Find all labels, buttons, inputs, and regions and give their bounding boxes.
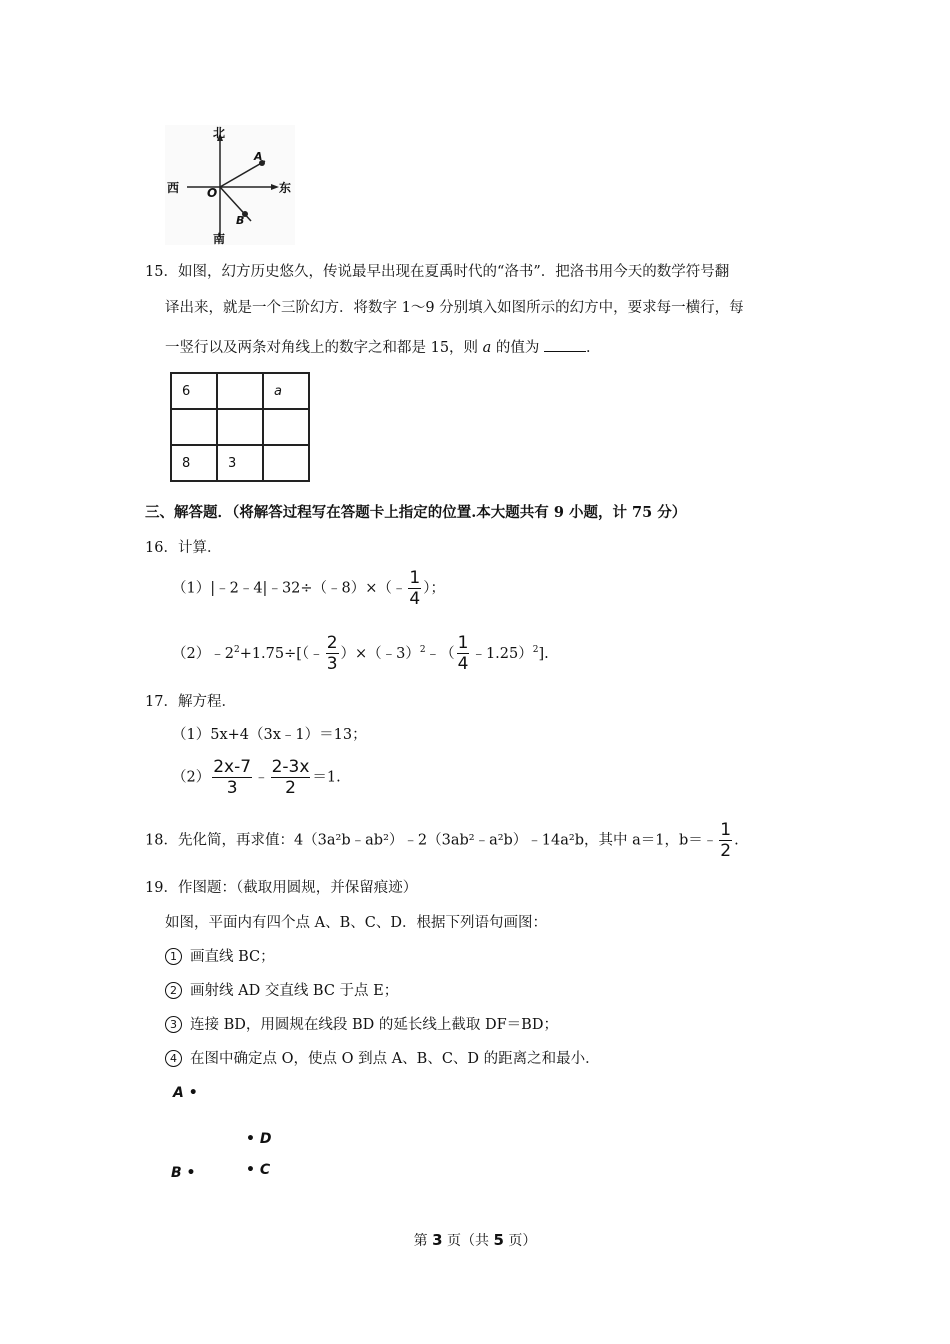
q19-step-1 xyxy=(165,947,275,967)
fraction-numerator: 1 xyxy=(409,568,421,588)
fraction xyxy=(212,757,252,798)
fraction-numerator: 2 xyxy=(326,633,338,654)
fraction-denominator: 3 xyxy=(326,654,338,675)
q16-p2-f: ]. xyxy=(538,645,549,662)
q15-line-2: 译出来，就是一个三阶幻方．将数字 1～9 分别填入如图所示的幻方中，要求每一横行，每 xyxy=(165,300,744,316)
point-b-label: B • xyxy=(171,1165,196,1181)
magic-cell: 8 xyxy=(171,445,217,481)
footer-mid: 页（共 xyxy=(442,1233,494,1249)
q16-part-1 xyxy=(172,568,445,609)
fraction-numerator: 1 xyxy=(457,633,469,654)
q16-p2-e: ﹣1.25） xyxy=(471,645,533,662)
page-number: 3 xyxy=(432,1231,443,1249)
q16-p2-c: ）×（﹣3） xyxy=(340,645,420,662)
fraction xyxy=(408,568,421,609)
magic-cell xyxy=(263,409,309,445)
compass-figure xyxy=(165,125,295,245)
compass-east-label: 东 xyxy=(279,181,292,195)
fraction xyxy=(271,757,311,798)
point-c-label: • C xyxy=(246,1162,271,1178)
q16-p2-b: +1.75÷[（﹣ xyxy=(239,645,324,662)
fraction-denominator: 4 xyxy=(457,654,469,675)
q16-p1-text: （1）|﹣2﹣4|﹣32÷（﹣8）×（﹣ xyxy=(172,580,407,597)
q15-line-3-end: ． xyxy=(586,340,601,356)
step-number-circle: 1 xyxy=(165,948,182,965)
magic-cell xyxy=(217,373,263,409)
q19-step-3-text: 连接 BD，用圆规在线段 BD 的延长线上截取 DF＝BD； xyxy=(190,1017,558,1033)
fraction-denominator: 3 xyxy=(226,778,238,798)
q15-line-3-text: 一竖行以及两条对角线上的数字之和都是 15，则 xyxy=(165,340,483,356)
q17-p2-end: ＝1. xyxy=(312,769,341,786)
compass-north-label: 北 xyxy=(213,126,226,140)
magic-cell: 3 xyxy=(217,445,263,481)
q19-step-4 xyxy=(165,1049,600,1069)
q15-line-1: 15．如图，幻方历史悠久，传说最早出现在夏禹时代的“洛书”．把洛书用今天的数学符号翻 xyxy=(145,264,730,280)
q19-step-3 xyxy=(165,1015,558,1035)
q15-line-3-post: 的值为 xyxy=(491,340,540,356)
magic-cell xyxy=(263,445,309,481)
q16-p1-end: ）； xyxy=(423,580,445,597)
fraction-numerator: 1 xyxy=(720,820,732,840)
fraction-denominator: 2 xyxy=(720,841,732,861)
compass-point-a-label: A xyxy=(254,150,263,163)
q19-step-2-text: 画射线 AD 交直线 BC 于点 E； xyxy=(190,983,399,999)
q18-line xyxy=(145,820,739,861)
fraction xyxy=(326,633,339,674)
q15-variable-a: a xyxy=(482,340,492,356)
point-d-label: • D xyxy=(246,1131,272,1147)
footer-pre: 第 xyxy=(413,1233,433,1249)
page-footer xyxy=(0,1230,950,1250)
step-number-circle: 3 xyxy=(165,1016,182,1033)
fraction xyxy=(457,633,470,674)
q16-p2-exp2: 2 xyxy=(419,645,426,655)
answer-blank[interactable] xyxy=(544,337,586,352)
q16-p2-exp3: 2 xyxy=(532,645,539,655)
q16-p2-exp1: 2 xyxy=(233,645,240,655)
q16-p2-a: （2）﹣2 xyxy=(172,645,234,662)
magic-square-grid xyxy=(170,372,310,482)
step-number-circle: 2 xyxy=(165,982,182,999)
q17-p2-label: （2） xyxy=(172,769,211,786)
q19-step-1-text: 画直线 BC； xyxy=(190,949,275,965)
q19-step-4-text: 在图中确定点 O，使点 O 到点 A、B、C、D 的距离之和最小． xyxy=(190,1051,600,1067)
q17-part-1: （1）5x+4（3x﹣1）＝13； xyxy=(172,727,367,743)
fraction-denominator: 2 xyxy=(285,778,296,798)
q19-step-2 xyxy=(165,981,398,1001)
q17-part-2 xyxy=(172,757,341,798)
magic-cell xyxy=(217,409,263,445)
fraction-numerator: 2-3x xyxy=(271,757,310,777)
compass-south-label: 南 xyxy=(213,232,226,246)
q16-part-2 xyxy=(172,630,549,674)
magic-cell xyxy=(171,409,217,445)
magic-cell: a xyxy=(263,373,309,409)
q17-p2-minus: ﹣ xyxy=(254,769,269,786)
q16-p2-d: ﹣（ xyxy=(425,645,455,662)
magic-cell: 6 xyxy=(171,373,217,409)
fraction xyxy=(719,820,732,861)
q18-text: 18．先化简，再求值：4（3a²b﹣ab²）﹣2（3ab²﹣a²b）﹣14a²b，其中 a＝1，b＝﹣ xyxy=(145,832,718,849)
q16-title: 16．计算． xyxy=(145,540,222,556)
q19-intro: 如图，平面内有四个点 A、B、C、D．根据下列语句画图： xyxy=(165,915,547,931)
fraction-numerator: 2x-7 xyxy=(213,757,252,777)
q18-end: . xyxy=(734,832,739,849)
footer-post: 页） xyxy=(503,1233,537,1249)
q17-title: 17．解方程． xyxy=(145,694,236,710)
compass-origin-label: O xyxy=(207,186,218,200)
fraction-denominator: 4 xyxy=(409,589,421,609)
section-3-heading: 三、解答题．（将解答过程写在答题卡上指定的位置.本大题共有 9 小题，计 75 分） xyxy=(145,504,687,521)
compass-west-label: 西 xyxy=(167,181,180,195)
q15-line-3 xyxy=(165,337,601,358)
point-a-label: A • xyxy=(173,1085,198,1101)
compass-point-b-label: B xyxy=(236,214,245,227)
page-total: 5 xyxy=(493,1231,504,1249)
step-number-circle: 4 xyxy=(165,1050,182,1067)
q19-title: 19．作图题：（截取用圆规，并保留痕迹） xyxy=(145,880,418,896)
